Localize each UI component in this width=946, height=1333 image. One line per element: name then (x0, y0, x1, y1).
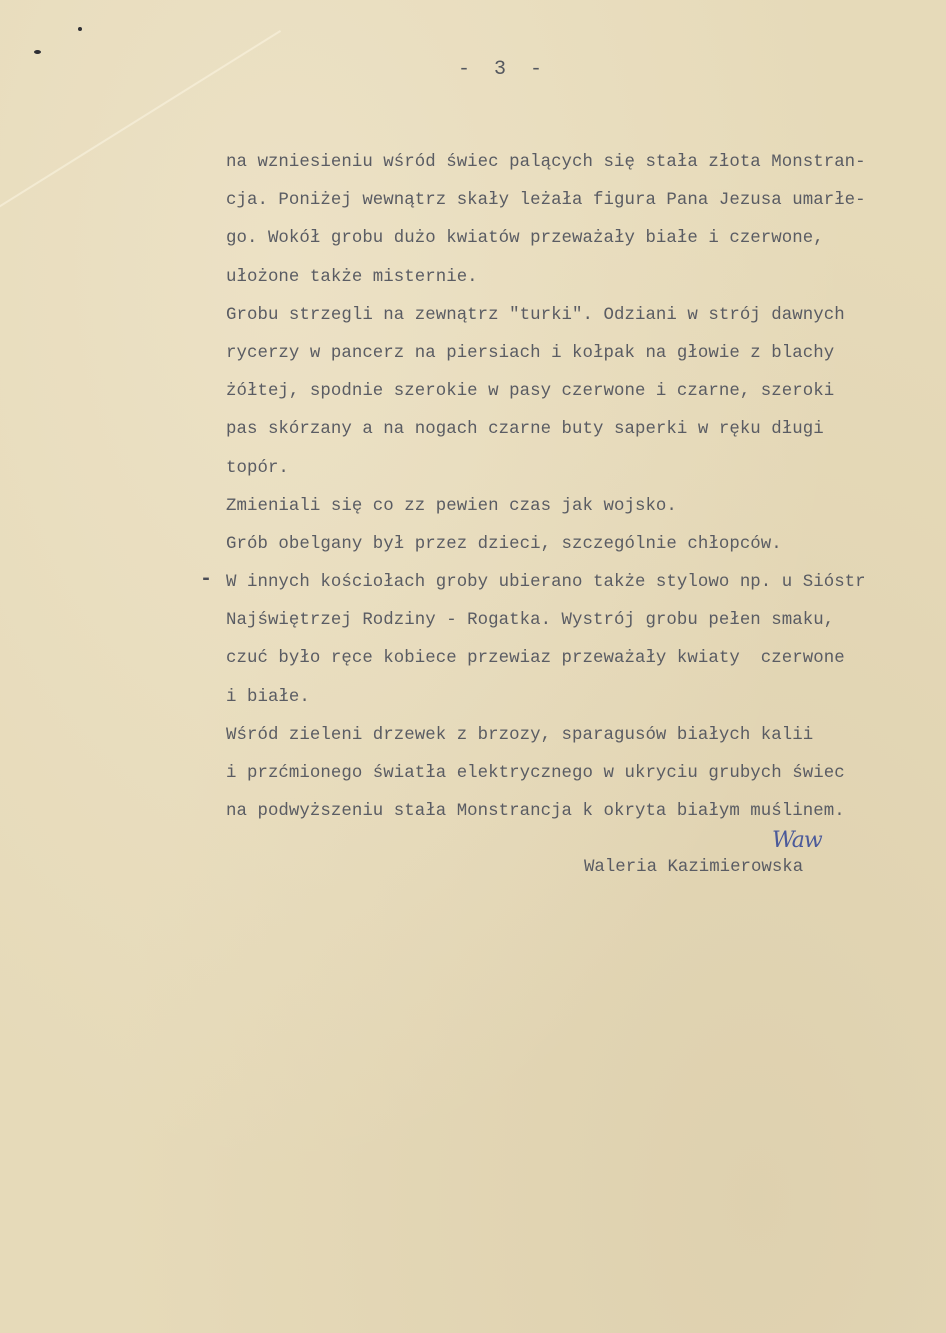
text-line: i białe. (226, 687, 310, 707)
text-line: czuć było ręce kobiece przewiaz przeważały kwiaty czerwone (226, 649, 845, 669)
text-line: Wśród zieleni drzewek z brzozy, sparagusów białych kalii (226, 725, 814, 745)
text-line: Grób obelgany był przez dzieci, szczególnie chłopców. (226, 534, 782, 554)
text-line: go. Wokół grobu dużo kwiatów przeważały białe i czerwone, (226, 229, 824, 249)
text-line: W innych kościołach groby ubierano także stylowo np. u Sióstr (226, 573, 866, 593)
text-line: Najświętrzej Rodziny - Rogatka. Wystrój grobu pełen smaku, (226, 611, 835, 631)
margin-mark: - (200, 568, 213, 591)
text-line: na podwyższeniu stała Monstrancja k okryta białym muślinem. (226, 802, 845, 822)
ink-speck (34, 50, 41, 54)
text-line: cja. Poniżej wewnątrz skały leżała figura Pana Jezusa umarłe- (226, 191, 866, 211)
text-line: na wzniesieniu wśród świec palących się stała złota Monstran- (226, 153, 866, 172)
handwritten-initials: Waw (772, 828, 822, 853)
signature-name: Waleria Kazimierowska (584, 858, 804, 877)
text-line: ułożone także misternie. (226, 267, 478, 287)
text-line: pas skórzany a na nogach czarne buty saperki w ręku długi (226, 420, 824, 440)
text-line: i przćmionego światła elektrycznego w ukryciu grubych świec (226, 764, 845, 783)
text-line: Grobu strzegli na zewnątrz "turki". Odziani w strój dawnych (226, 305, 845, 325)
text-line: żółtej, spodnie szerokie w pasy czerwone i czarne, szeroki (226, 382, 835, 402)
text-line: rycerzy w pancerz na piersiach i kołpak na głowie z blachy (226, 343, 835, 363)
page-number: - 3 - (458, 58, 549, 81)
typed-body-text (226, 144, 936, 831)
text-line: topór. (226, 458, 289, 478)
text-line: Zmieniali się co zz pewien czas jak wojsko. (226, 496, 677, 516)
ink-speck (78, 27, 82, 31)
